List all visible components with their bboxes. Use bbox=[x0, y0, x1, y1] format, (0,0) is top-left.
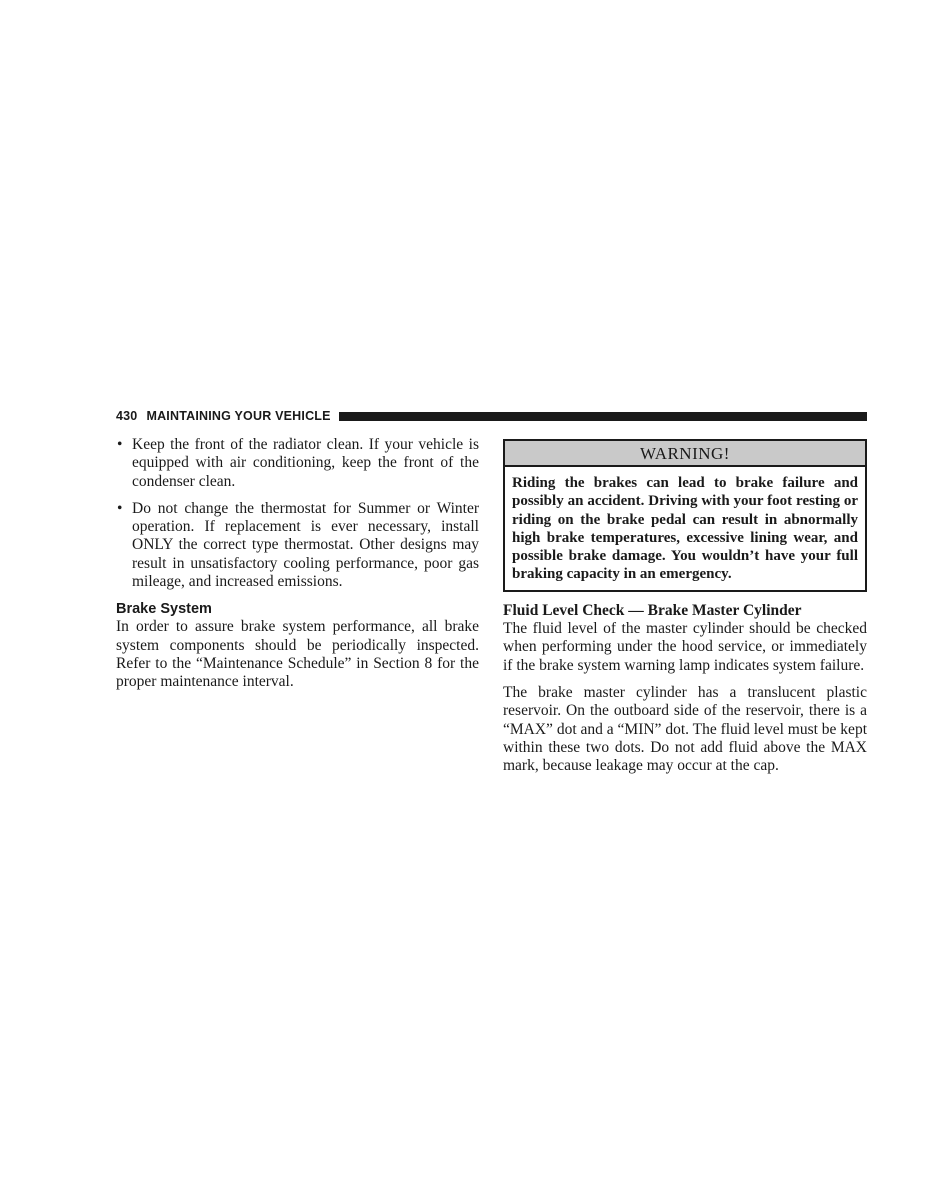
fluid-level-paragraph-1: The fluid level of the master cylinder should be checked when performing under the hood service, or immediately if the brake system warning lamp indicates system failure. bbox=[503, 620, 867, 674]
fluid-level-paragraph-2: The brake master cylinder has a translucent plastic reservoir. On the outboard side of the reservoir, there is a “MAX” dot and a “MIN” dot. The fluid level must be kept within these two dots. Do not add fluid above the MAX mark, because leakage may occur at the cap. bbox=[503, 683, 867, 775]
warning-text: Riding the brakes can lead to brake failure and possibly an accident. Driving with your foot resting or riding on the brake pedal can result in abnormally high brake temperatures, excessive lining wear, and possible brake damage. You wouldn’t have your full braking capacity in an emergency. bbox=[512, 475, 858, 583]
brake-system-heading: Brake System bbox=[116, 601, 212, 618]
section-title: MAINTAINING YOUR VEHICLE bbox=[146, 409, 331, 423]
bullet-text-thermostat: Do not change the thermostat for Summer or Winter operation. If replacement is ever necessary, install ONLY the correct type thermostat. Other designs may result in unsatisfactory cooling performance, poor gas mileage, and increased emissions. bbox=[132, 499, 479, 591]
bullet-icon: • bbox=[117, 499, 123, 517]
brake-system-paragraph: In order to assure brake system performance, all brake system components should be periodically inspected. Refer to the “Maintenance Schedule” in Section 8 for the proper maintenance interval. bbox=[116, 618, 479, 691]
page-header bbox=[116, 406, 867, 426]
warning-box bbox=[503, 439, 867, 592]
list-item bbox=[116, 436, 479, 491]
bullet-text-radiator: Keep the front of the radiator clean. If your vehicle is equipped with air conditioning, keep the front of the condenser clean. bbox=[132, 436, 479, 490]
header-rule bbox=[339, 412, 867, 421]
left-column bbox=[116, 436, 479, 692]
warning-title: WARNING! bbox=[505, 441, 865, 467]
page-number: 430 bbox=[116, 409, 138, 423]
fluid-level-heading: Fluid Level Check — Brake Master Cylinder bbox=[503, 601, 802, 619]
list-item bbox=[116, 500, 479, 591]
bullet-icon: • bbox=[117, 436, 123, 453]
right-column bbox=[503, 439, 867, 775]
